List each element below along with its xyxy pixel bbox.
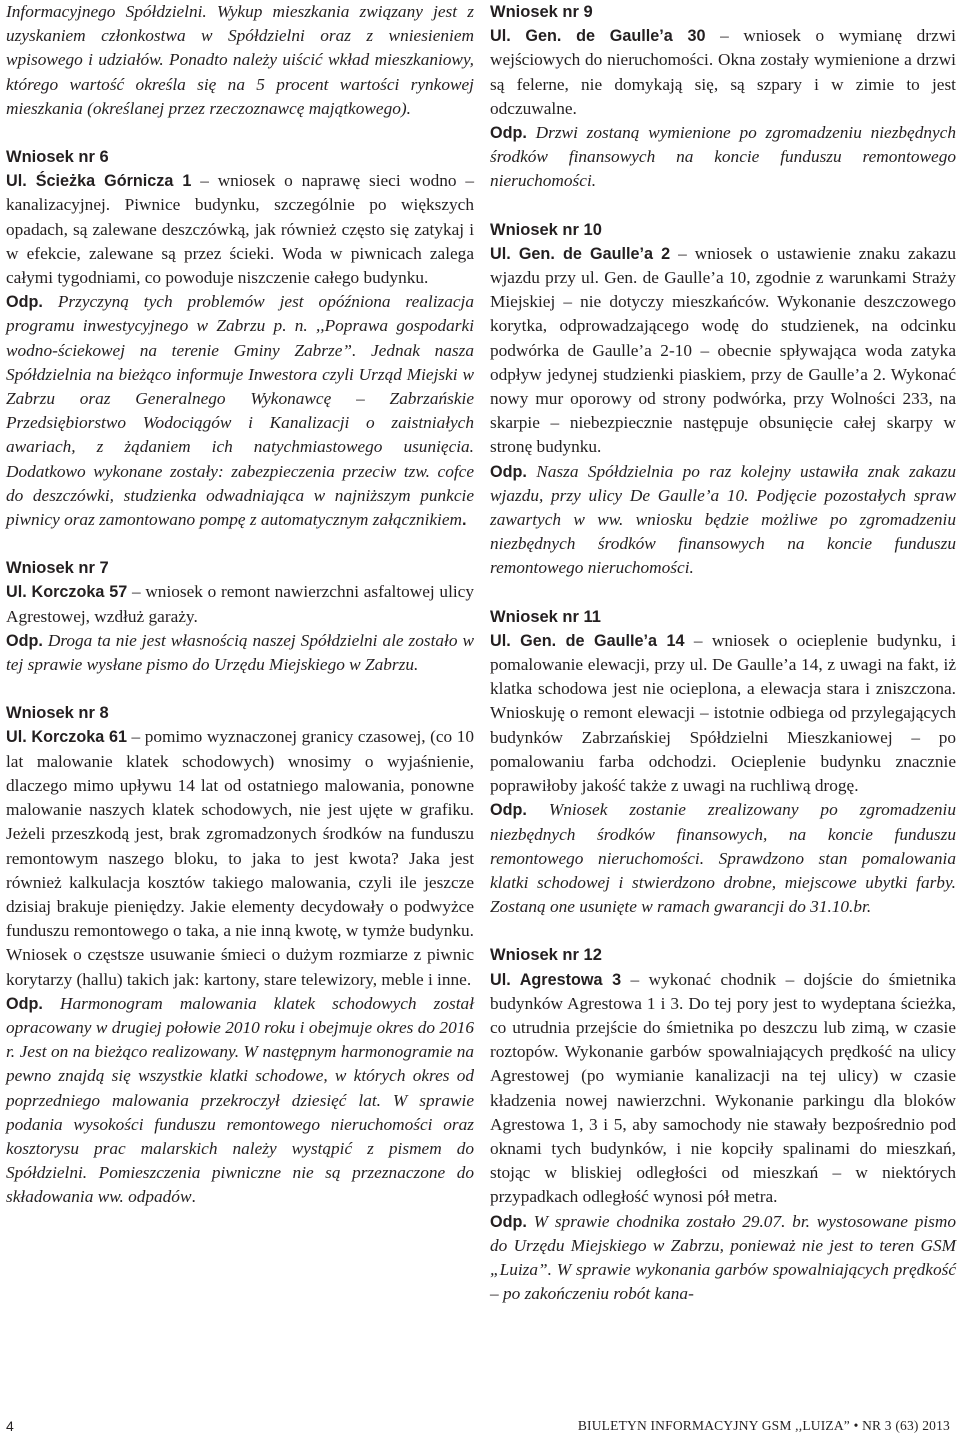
wniosek-11-answer	[490, 798, 956, 919]
wniosek-8-street: Ul. Korczoka 61	[6, 728, 127, 747]
wniosek-10-answer	[490, 460, 956, 581]
wniosek-11-odp: Odp.	[490, 801, 527, 820]
wniosek-6-text	[6, 169, 474, 290]
wniosek-10-street: Ul. Gen. de Gaulle’a 2	[490, 244, 671, 263]
heading-wniosek-6: Wniosek nr 6	[6, 148, 109, 167]
wniosek-6-street: Ul. Ścieżka Górnicza 1	[6, 172, 192, 191]
heading-wniosek-9: Wniosek nr 9	[490, 3, 593, 21]
wniosek-11-answer-text: Wniosek zostanie zrealizowany po zgromadzeniu niezbędnych środków finansowych, na koncie funduszu remontowego nieruchomości. Sprawdzono stan pomalowania klatki schodowej i stwierdzono drobne, miejscowe ubytki farby. Zostaną one usunięte w ramach gwarancji do 31.10.br.	[490, 800, 956, 917]
wniosek-10-body: – wniosek o ustawienie znaku zakazu wjazdu przy ul. Gen. de Gaulle’a 10, zgodnie z warunkami Straży Miejskiej – nie dotyczy mieszkańców. Wykonanie deszczowego korytka, odprowadzającego wodę do studzienek, na odcinku podwórka de Gaulle’a 2-10 – obecnie spływająca woda zatyka odpływ jedynej studzienki piaskiem, przy de Gaulle’a 2. Wykonać nowy mur oporowy od strony podwórka, przy Wolności 233, na skarpie – niebezpiecznie następuje obsunięcie całej skarpy w stronę budynku.	[490, 243, 956, 457]
wniosek-7-text	[6, 580, 474, 628]
wniosek-7-answer	[6, 629, 474, 677]
wniosek-11-street: Ul. Gen. de GaulIe’a 14	[490, 631, 685, 650]
heading-wniosek-7: Wniosek nr 7	[6, 559, 109, 578]
wniosek-6-answer-end: .	[462, 511, 467, 530]
wniosek-8-text	[6, 725, 474, 991]
wniosek-7-street: Ul. Korczoka 57	[6, 583, 128, 602]
heading-wniosek-12: Wniosek nr 12	[490, 946, 602, 965]
wniosek-10-odp: Odp.	[490, 462, 527, 481]
heading-wniosek-11: Wniosek nr 11	[490, 607, 601, 626]
wniosek-12-street: Ul. Agrestowa 3	[490, 970, 622, 989]
wniosek-7-odp: Odp.	[6, 631, 43, 650]
wniosek-9-odp: Odp.	[490, 124, 527, 143]
right-column	[490, 0, 956, 1306]
wniosek-10-text	[490, 242, 956, 460]
wniosek-12-odp: Odp.	[490, 1212, 527, 1231]
wniosek-8-answer-end: .	[191, 1187, 196, 1207]
publication-footer: BIULETYN INFORMACYJNY GSM ,,LUIZA” • NR 3 (63) 2013	[577, 1418, 950, 1433]
wniosek-9-street: Ul. Gen. de Gaulle’a 30	[490, 27, 706, 46]
wniosek-11-text	[490, 629, 956, 798]
wniosek-9-body: – wniosek o wymianę drzwi wejściowych do nieruchomości. Okna zostały wymienione a drzwi są felerne, nie domykają się, są szpary i w zimie to jest odczuwalne.	[490, 26, 956, 118]
wniosek-11-body: – wniosek o ocieplenie budynku, i pomalowanie elewacji, przy ul. De Gaulle’a 14, z uwagi na fakt, iż klatka schodowa jest nie ocieplona, a elewacja stara i zniszczona. Wnioskuję o remont elewacji – istotnie odbiega od przylegających budynków Zabrzańskiej Spółdzielni Mieszkaniowej – po pomalowaniu farba odchodzi. Ocieplenie budynku znacznie poprawiłoby jakość także z uwagi na ruchliwą drogę.	[490, 630, 957, 796]
wniosek-12-answer-text: W sprawie chodnika zostało 29.07. br. wystosowane pismo do Urzędu Miejskiego w Zabrzu, ponieważ nie jest to teren GSM „Luiza”. W sprawie wykonania garbów spowalniających prędkość – po zakończeniu robót kana-	[490, 1211, 956, 1304]
wniosek-12-text	[490, 968, 956, 1210]
wniosek-12-answer	[490, 1210, 956, 1307]
wniosek-8-answer-text: Harmonogram malowania klatek schodowych został opracowany w drugiej połowie 2010 roku i obejmuje okres do 2016 r. Jest on na bieżąco realizowany. W następnym harmonogramie na pewno znajdą się wszystkie klatki schodowe, w których okres od poprzedniego malowania przekroczył dziesięć lat. W sprawie podania wysokości funduszu remontowego nieruchomości oraz kosztorysu prac malarskich należy wystąpić z pismem do Spółdzielni. Pomieszczenia piwniczne nie są przeznaczone do składowania ww. odpadów	[6, 993, 474, 1207]
wniosek-6-answer-text: Przyczyną tych problemów jest opóźniona realizacja programu inwestycyjnego w Zabrzu p. n. ,,Poprawa gospodarki wodno-ściekowej na terenie Gminy Zabrze”. Jednak nasza Spółdzielnia na bieżąco informuje Inwestora czyli Urząd Miejski w Zabrzu oraz Generalnego Wykonawcę – Zabrzańskie Przedsiębiorstwo Wodociągów i Kanalizacji o zaistniałych awariach, z żądaniem ich natychmiastowego usunięcia. Dodatkowo wykonane zostały: zabezpieczenia przeciw tzw. cofce do deszczówki, studzienka odwadniająca w najniższym punkcie piwnicy oraz zamontowano pompę z automatycznym załącznikiem	[6, 292, 474, 530]
wniosek-7-body: – wniosek o remont nawierzchni asfaltowej ulicy Agrestowej, wzdłuż garaży.	[6, 582, 474, 626]
wniosek-10-answer-text: Nasza Spółdzielnia po raz kolejny ustawiła znak zakazu wjazdu, przy ulicy De Gaulle’a 10. Podjęcie pozostałych spraw zawartych w ww. wniosku będzie możliwe po zgromadzeniu niezbędnych środków finansowych na koncie funduszu remontowego nieruchomości.	[490, 461, 956, 578]
heading-wniosek-10: Wniosek nr 10	[490, 220, 602, 239]
heading-wniosek-8: Wniosek nr 8	[6, 704, 109, 723]
wniosek-8-odp: Odp.	[6, 994, 43, 1013]
wniosek-12-body: – wykonać chodnik – dojście do śmietnika budynków Agrestowa 1 i 3. Do tej pory jest to wydeptana ścieżka, co utrudnia przejście do śmietnika po deszczu lub zimą, w czasie roztopów. Wykonanie garbów spowalniających prędkość na ulicy Agrestowej (po wymianie kanalizacji na tej ulicy) w czasie kładzenia nowej nawierzchni. Wykonanie parkingu dla bloków Agrestowa 1, 3 i 5, aby samochody nie stawały bezpośrednio pod oknami tych budynków, i nie kopciły spalinami do mieszkań, stojąc w bliskiej odległości od mieszkań – w niektórych przypadkach odległość wynosi pół metra.	[490, 969, 956, 1207]
wniosek-7-answer-text: Droga ta nie jest własnością naszej Spółdzielni ale zostało w tej sprawie wysłane pismo do Urzędu Miejskiego w Zabrzu.	[6, 630, 474, 675]
wniosek-9-text	[490, 24, 956, 121]
left-column	[6, 0, 474, 1210]
wniosek-6-odp: Odp.	[6, 293, 43, 312]
wniosek-9-answer	[490, 121, 956, 194]
page-number: 4	[6, 1418, 14, 1434]
wniosek-6-body: – wniosek o naprawę sieci wodno – kanalizacyjnej. Piwnice budynku, szczególnie po większych opadach, są zalewane deszczówką, jak również często się zatykaj i w efekcie, zalewane są przez ścieki. Woda w piwnicach zalega całymi tygodniami, co powoduje niszczenie całego budynku.	[6, 171, 474, 288]
wniosek-8-answer	[6, 992, 474, 1210]
wniosek-6-answer	[6, 290, 474, 532]
intro-paragraph: Informacyjnego Spółdzielni. Wykup mieszkania związany jest z uzyskaniem członkostwa w Spółdzielni oraz z wniesieniem wpisowego i udziałów. Ponadto należy uiścić wkład mieszkaniowy, którego wartość określa się na 5 procent wartości rynkowej mieszkania (określanej przez rzeczoznawcę majątkowego).	[6, 2, 474, 118]
wniosek-9-answer-text: Drzwi zostaną wymienione po zgromadzeniu niezbędnych środków finansowych na koncie funduszu remontowego nieruchomości.	[490, 123, 956, 191]
wniosek-8-body: – pomimo wyznaczonej granicy czasowej, (co 10 lat malowanie klatek schodowych) wnosimy o wyjaśnienie, dlaczego mimo upływu 14 lat od ostatniego malowania, ponowne malowanie naszych klatek schodowych, nie jest ujęte w grafiku. Jeżeli przeszkodą jest, brak zgromadzonych środków na funduszu remontowym naszego bloku, to jaka to jest kwota? Jaka jest również kalkulacja kosztów takiego malowania, czyli ile jeszcze dzisiaj brakuje pieniędzy. Jakie elementy decydowały o podwyżce funduszu remontowego o taka, a nie inną kwotę, w tymże budynku. Wniosek o częstsze usuwanie śmieci o dużym rozmiarze z piwnic korytarzy (hallu) takich jak: kartony, stare telewizory, meble i inne.	[6, 727, 474, 989]
